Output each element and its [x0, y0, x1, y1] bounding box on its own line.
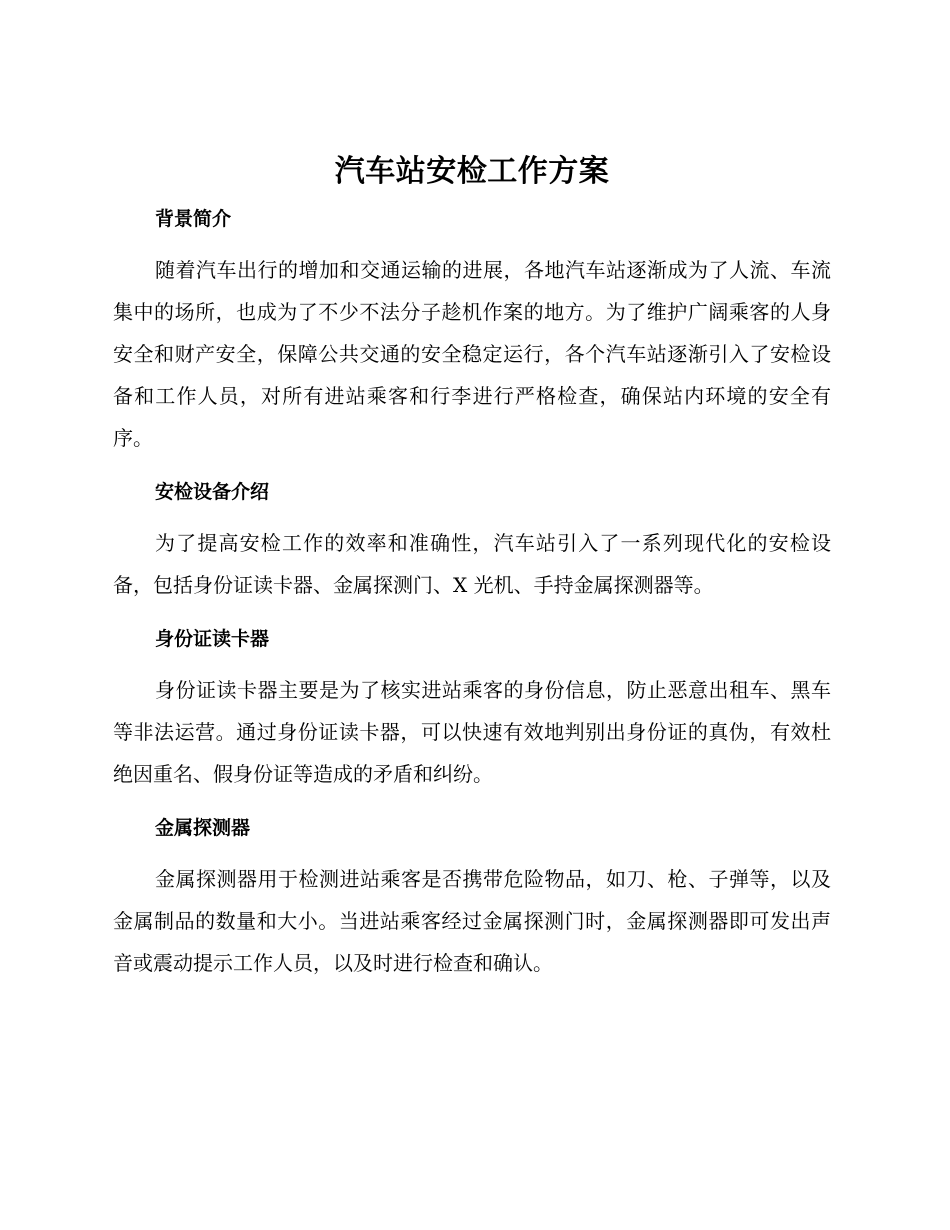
section-paragraph-background: 随着汽车出行的增加和交通运输的进展，各地汽车站逐渐成为了人流、车流集中的场所，也成为了不少不法分子趁机作案的地方。为了维护广阔乘客的人身安全和财产安全，保障公共交通的安全稳定运行，各个汽车站逐渐引入了安检设备和工作人员，对所有进站乘客和行李进行严格检查，确保站内环境的安全有序。 [113, 258, 831, 450]
section-paragraph-equipment: 为了提高安检工作的效率和准确性，汽车站引入了一系列现代化的安检设备，包括身份证读卡器、金属探测门、X 光机、手持金属探测器等。 [113, 531, 831, 597]
section-heading-id-card-reader: 身份证读卡器 [155, 628, 270, 650]
document-body [113, 148, 831, 984]
document-title: 汽车站安检工作方案 [334, 154, 610, 189]
section-paragraph-id-card-reader: 身份证读卡器主要是为了核实进站乘客的身份信息，防止恶意出租车、黑车等非法运营。通过身份证读卡器，可以快速有效地判别出身份证的真伪，有效杜绝因重名、假身份证等造成的矛盾和纠纷。 [113, 678, 831, 786]
section-paragraph-metal-detector: 金属探测器用于检测进站乘客是否携带危险物品，如刀、枪、子弹等，以及金属制品的数量和大小。当进站乘客经过金属探测门时，金属探测器即可发出声音或震动提示工作人员，以及时进行检查和确认。 [113, 867, 831, 975]
section-heading-equipment: 安检设备介绍 [155, 481, 270, 503]
section-heading-background: 背景简介 [155, 208, 232, 230]
section-heading-metal-detector: 金属探测器 [155, 817, 251, 839]
